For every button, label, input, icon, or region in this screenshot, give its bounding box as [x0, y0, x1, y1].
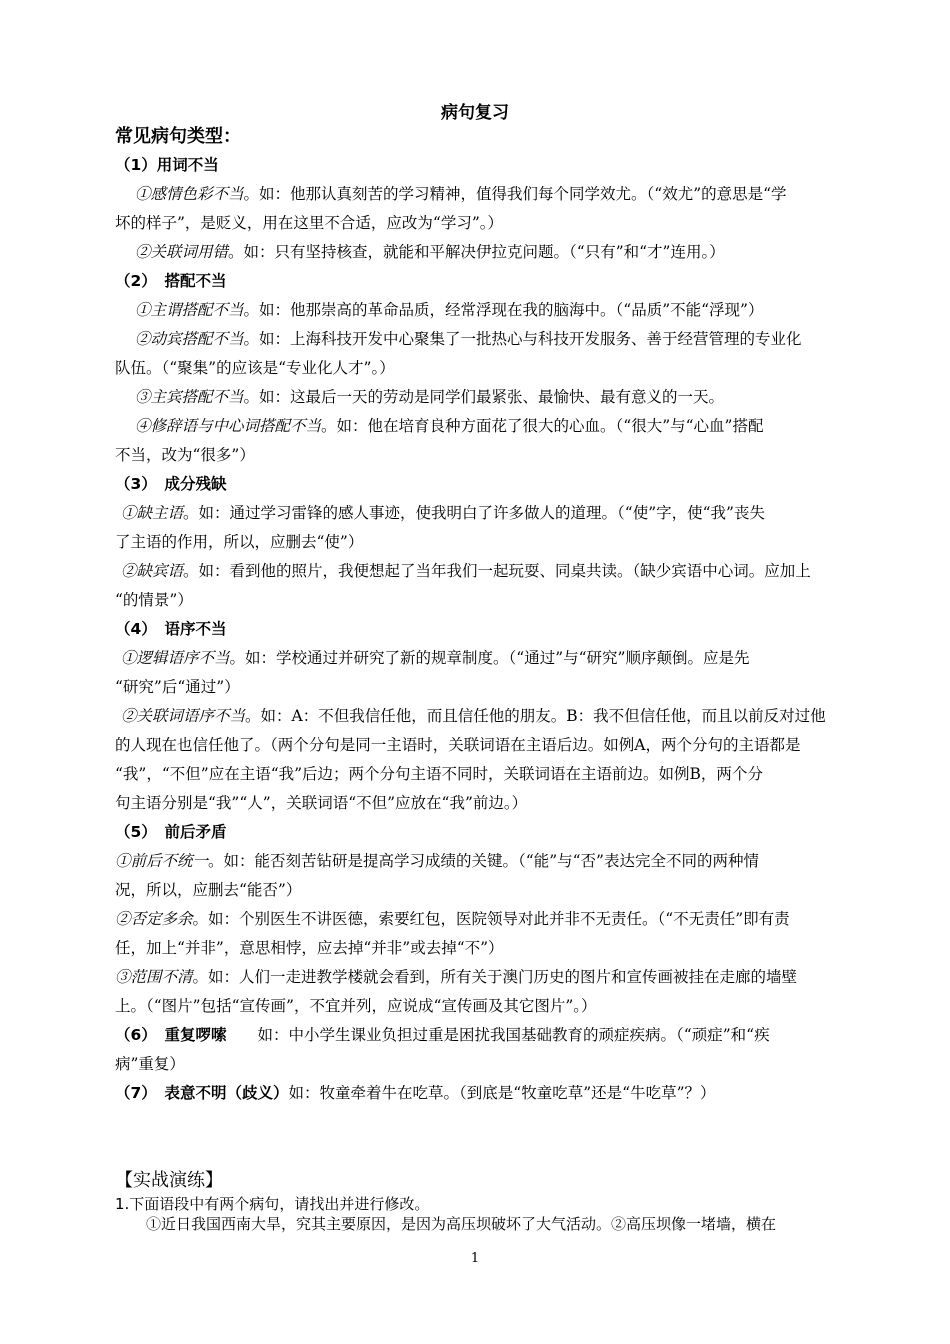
text-span: 坏的样子”，是贬义，用在这里不合适，应改为“学习”。）: [115, 214, 504, 232]
error-type-label: ②缺宾语: [121, 562, 184, 580]
section-heading: 常见病句类型：: [115, 126, 241, 147]
error-type-label: ①感情色彩不当: [135, 185, 244, 203]
text-line: [135, 180, 865, 209]
text-line: [115, 934, 845, 963]
subsection-heading: （2） 搭配不当: [115, 272, 227, 290]
text-line: [115, 789, 845, 818]
text-line: [115, 847, 845, 876]
error-type-label: ①缺主语: [121, 504, 184, 522]
text-line: [115, 818, 845, 847]
text-span: 了主语的作用，所以，应删去“使”）: [115, 533, 364, 551]
subsection-heading: （3） 成分残缺: [115, 475, 227, 493]
text-span: 。如：这最后一天的劳动是同学们最紧张、最愉快、最有意义的一天。: [243, 388, 725, 406]
text-line: [115, 441, 845, 470]
text-line: [115, 209, 845, 238]
text-span: 。如：他在培育良种方面花了很大的心血。（“很大”与“心血”搭配: [321, 417, 764, 435]
error-type-label: ②否定多余: [115, 910, 193, 928]
text-span: “研究”后“通过”）: [115, 678, 240, 696]
question-1-text: ①近日我国西南大旱，究其主要原因，是因为高压坝破坏了大气活动。②高压坝像一堵墙，横在: [146, 1215, 777, 1233]
text-line: [121, 702, 851, 731]
subsection-heading: （7） 表意不明（歧义）: [115, 1084, 289, 1102]
error-type-label: ③范围不清: [115, 968, 193, 986]
text-span: 。如：能否刻苦钻研是提高学习成绩的关键。（“能”与“否”表达完全不同的两种情: [208, 852, 759, 870]
subsection-heading: （4） 语序不当: [115, 620, 227, 638]
text-line: [115, 354, 845, 383]
text-line: [115, 1079, 845, 1108]
text-span: 。如：个别医生不讲医德，索要红包，医院领导对此并非不无责任。（“不无责任”即有责: [192, 910, 790, 928]
error-type-label: ④修辞语与中心词搭配不当: [135, 417, 322, 435]
text-span: 。如：他那认真刻苦的学习精神，值得我们每个同学效尤。（“效尤”的意思是“学: [243, 185, 787, 203]
text-line: [135, 238, 865, 267]
error-type-label: ①主谓搭配不当: [135, 301, 244, 319]
text-line: [115, 1021, 845, 1050]
page-title: 病句复习: [441, 103, 509, 123]
text-line: [135, 383, 865, 412]
text-line: [115, 673, 845, 702]
text-line: [115, 731, 845, 760]
text-line: [115, 992, 845, 1021]
question-1: 1.下面语段中有两个病句，请找出并进行修改。: [115, 1195, 430, 1213]
subsection-heading: （6） 重复啰嗦: [115, 1026, 227, 1044]
text-line: [115, 615, 845, 644]
text-span: 。如：只有坚持核查，就能和平解决伊拉克问题。（“只有”和“才”连用。）: [228, 243, 725, 261]
page-number: 1: [470, 1251, 480, 1266]
error-type-label: ②动宾搭配不当: [135, 330, 244, 348]
error-type-label: ②关联词语序不当: [121, 707, 246, 725]
text-line: [115, 760, 845, 789]
text-span: 不当，改为“很多”）: [115, 446, 255, 464]
error-type-label: ①前后不统一: [115, 852, 209, 870]
practice-heading: 【实战演练】: [115, 1170, 223, 1191]
text-line: [121, 499, 851, 528]
text-span: 任，加上“并非”，意思相悖，应去掉“并非”或去掉“不”）: [115, 939, 504, 957]
text-line: [135, 325, 865, 354]
subsection-heading: （1）用词不当: [115, 156, 219, 174]
error-type-label: ②关联词用错: [135, 243, 229, 261]
text-span: 。如：看到他的照片，我便想起了当年我们一起玩耍、同桌共读。（缺少宾语中心词。应加上: [183, 562, 811, 580]
text-span: 况，所以，应删去“能否”）: [115, 881, 302, 899]
text-span: 。如：上海科技开发中心聚集了一批热心与科技开发服务、善于经营管理的专业化: [243, 330, 802, 348]
text-line: [115, 963, 845, 992]
subsection-heading: （5） 前后矛盾: [115, 823, 227, 841]
text-line: [121, 644, 851, 673]
text-span: 如：牧童牵着牛在吃草。（到底是“牧童吃草”还是“牛吃草”？）: [288, 1084, 716, 1102]
text-line: [135, 296, 865, 325]
text-span: “我”，“不但”应在主语“我”后边；两个分句主语不同时，关联词语在主语前边。如例B，两个分: [115, 765, 763, 783]
text-line: [115, 586, 845, 615]
text-line: [115, 151, 845, 180]
text-span: 上。（“图片”包括“宣传画”，不宜并列，应说成“宣传画及其它图片”。）: [115, 997, 597, 1015]
text-span: 。如：他那崇高的革命品质，经常浮现在我的脑海中。（“品质”不能“浮现”）: [243, 301, 764, 319]
text-span: 。如：A：不但我信任他，而且信任他的朋友。B：我不但信任他，而且以前反对过他: [245, 707, 826, 725]
text-line: [115, 1050, 845, 1079]
text-span: 的人现在也信任他了。（两个分句是同一主语时，关联词语在主语后边。如例A，两个分句的主语都是: [115, 736, 801, 754]
text-span: 句主语分别是“我”“人”，关联词语“不但”应放在“我”前边。）: [115, 794, 528, 812]
text-span: 。如：人们一走进教学楼就会看到，所有关于澳门历史的图片和宣传画被挂在走廊的墙壁: [192, 968, 798, 986]
text-line: [121, 557, 851, 586]
text-line: [115, 905, 845, 934]
text-line: [115, 876, 845, 905]
text-line: [115, 470, 845, 499]
text-span: 队伍。（“聚集”的应该是“专业化人才”。）: [115, 359, 395, 377]
error-type-label: ①逻辑语序不当: [121, 649, 230, 667]
text-span: 如：中小学生课业负担过重是困扰我国基础教育的顽症疾病。（“顽症”和“疾: [226, 1026, 770, 1044]
text-span: 病”重复）: [115, 1055, 185, 1073]
text-line: [115, 528, 845, 557]
text-span: 。如：学校通过并研究了新的规章制度。（“通过”与“研究”顺序颠倒。应是先: [229, 649, 750, 667]
text-line: [115, 267, 845, 296]
text-span: “的情景”）: [115, 591, 193, 609]
text-line: [135, 412, 865, 441]
text-span: 。如：通过学习雷锋的感人事迹，使我明白了许多做人的道理。（“使”字，使“我”丧失: [183, 504, 765, 522]
error-type-label: ③主宾搭配不当: [135, 388, 244, 406]
